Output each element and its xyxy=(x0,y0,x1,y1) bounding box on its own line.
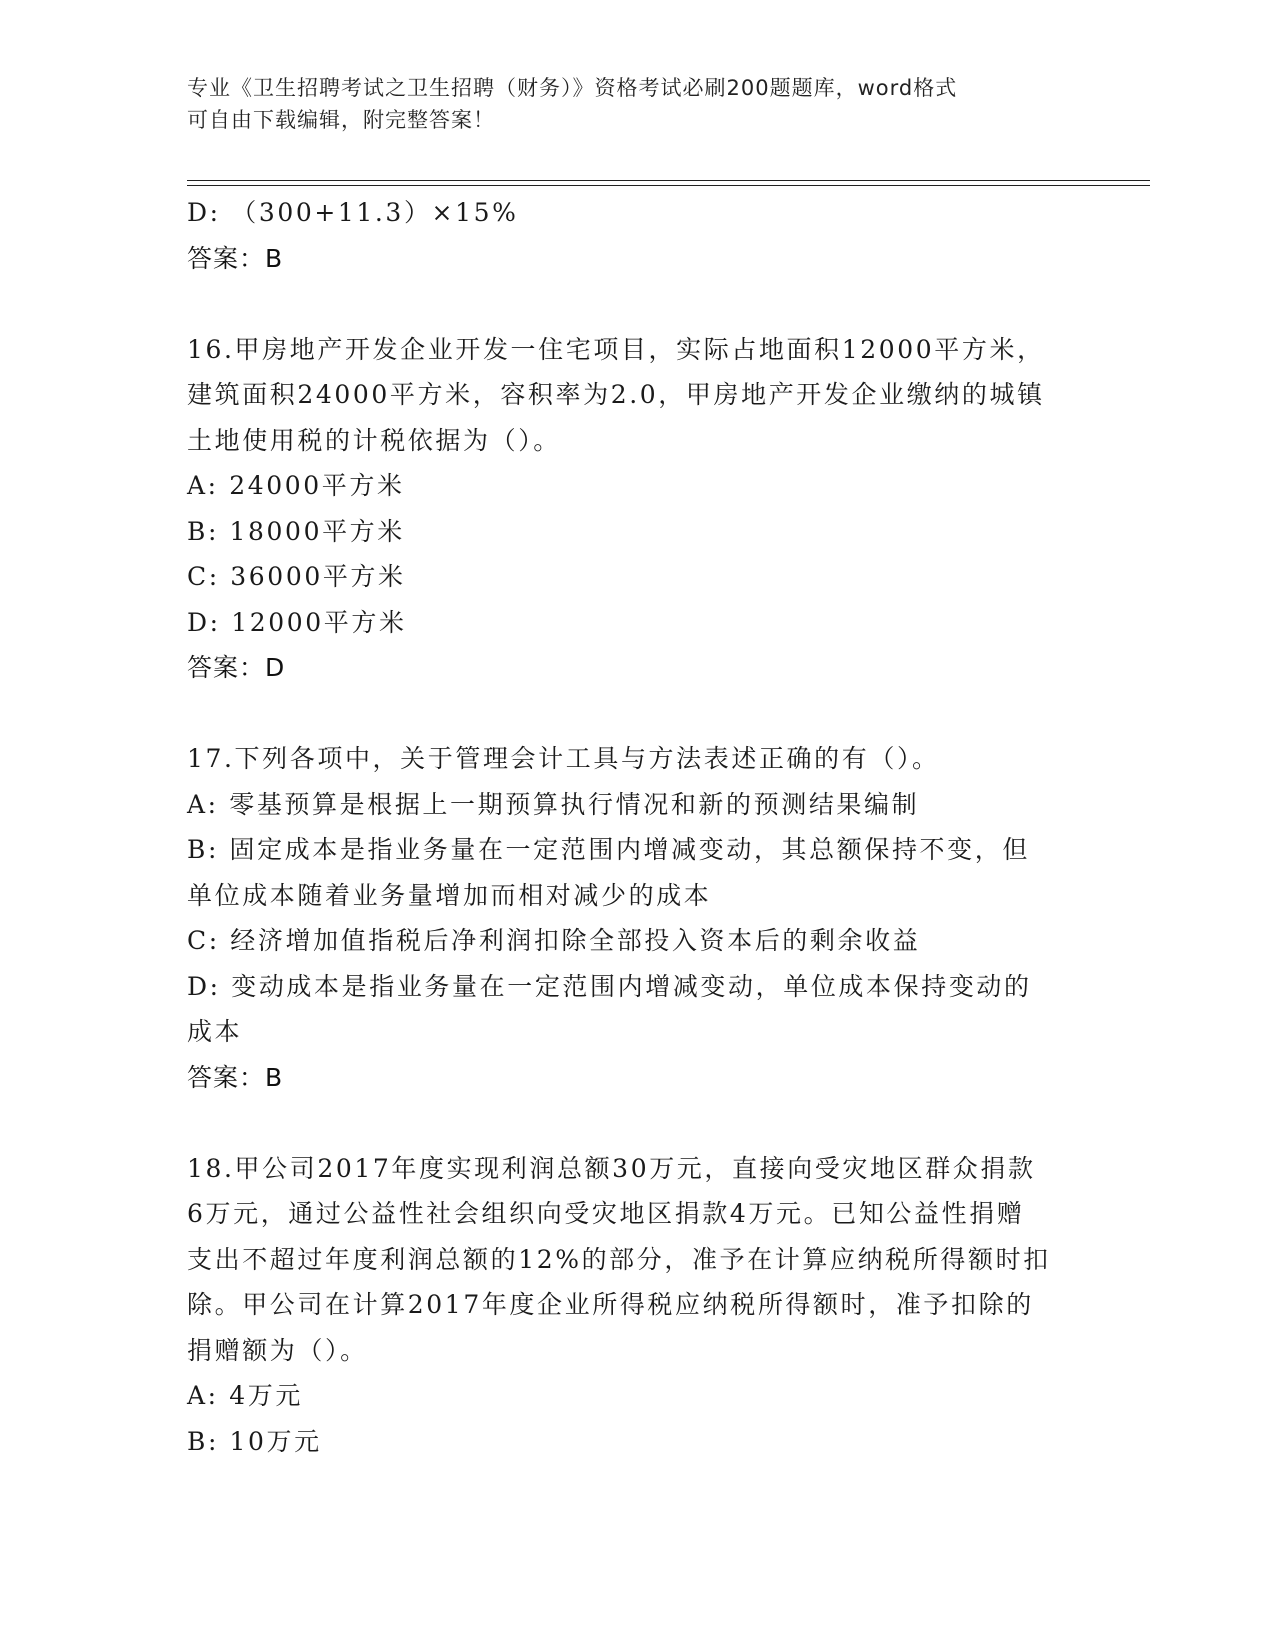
answer-line: 答案：B xyxy=(187,1062,284,1092)
option-c: C: 经济增加值指税后净利润扣除全部投入资本后的剩余收益 xyxy=(187,926,921,955)
option-c: C: 36000平方米 xyxy=(187,562,406,591)
header-divider-top xyxy=(187,180,1150,181)
document-body xyxy=(187,190,1087,1464)
question-stem-line: 18.甲公司2017年度实现利润总额30万元，直接向受灾地区群众捐款 xyxy=(187,1153,1036,1183)
question-stem-line: 16.甲房地产开发企业开发一住宅项目，实际占地面积12000平方米， xyxy=(187,334,1045,364)
page-header xyxy=(187,72,1067,136)
option-d: D: （300+11.3）×15% xyxy=(187,198,519,227)
option-d: D: 12000平方米 xyxy=(187,607,407,637)
header-line-2: 可自由下载编辑，附完整答案！ xyxy=(187,108,495,132)
option-b: B: 18000平方米 xyxy=(187,516,405,546)
question-17 xyxy=(187,736,1087,1100)
answer-line: 答案：D xyxy=(187,653,286,682)
answer-line: 答案：B xyxy=(187,243,284,273)
option-d-continued: 成本 xyxy=(187,1017,243,1046)
option-a: A: 24000平方米 xyxy=(187,471,405,500)
question-stem-line: 6万元，通过公益性社会组织向受灾地区捐款4万元。已知公益性捐赠 xyxy=(187,1199,1025,1228)
question-stem-line: 除。甲公司在计算2017年度企业所得税应纳税所得额时，准予扣除的 xyxy=(187,1290,1034,1319)
option-b: B: 10万元 xyxy=(187,1426,322,1456)
question-stem-line: 17.下列各项中，关于管理会计工具与方法表述正确的有（）。 xyxy=(187,744,940,773)
question-16 xyxy=(187,327,1087,691)
question-stem-line: 支出不超过年度利润总额的12%的部分，准予在计算应纳税所得额时扣 xyxy=(187,1244,1051,1274)
spacer xyxy=(187,1100,1087,1146)
header-divider-bottom xyxy=(187,185,1150,186)
option-b-continued: 单位成本随着业务量增加而相对减少的成本 xyxy=(187,880,712,910)
option-a: A: 4万元 xyxy=(187,1381,303,1410)
option-b: B: 固定成本是指业务量在一定范围内增减变动，其总额保持不变，但 xyxy=(187,835,1030,864)
option-d: D: 变动成本是指业务量在一定范围内增减变动，单位成本保持变动的 xyxy=(187,971,1032,1001)
question-15-tail xyxy=(187,190,1087,281)
option-a: A: 零基预算是根据上一期预算执行情况和新的预测结果编制 xyxy=(187,789,920,819)
question-18 xyxy=(187,1146,1087,1465)
spacer xyxy=(187,691,1087,737)
question-stem-line: 捐赠额为（）。 xyxy=(187,1335,368,1365)
question-stem-line: 建筑面积24000平方米，容积率为2.0，甲房地产开发企业缴纳的城镇 xyxy=(187,380,1045,409)
question-stem-line: 土地使用税的计税依据为（）。 xyxy=(187,425,561,455)
spacer xyxy=(187,281,1087,327)
header-line-1: 专业《卫生招聘考试之卫生招聘（财务）》资格考试必刷200题题库，word格式 xyxy=(187,76,958,100)
